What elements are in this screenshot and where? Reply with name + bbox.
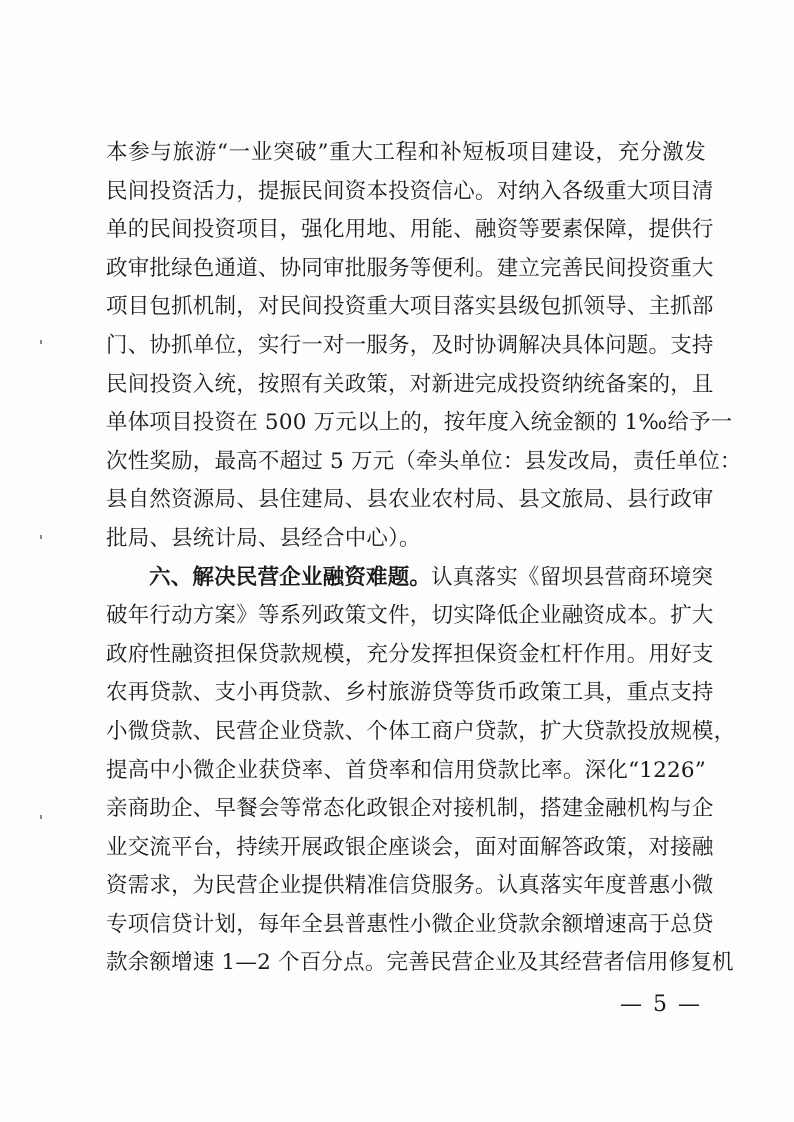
text-line: 门、协抓单位，实行一对一服务，及时协调解决具体问题。支持 (106, 332, 714, 358)
text-line: 项目包抓机制，对民间投资重大项目落实县级包抓领导、主抓部 (106, 294, 714, 320)
text-line: 款余额增速 1—2 个百分点。完善民营企业及其经营者信用修复机 (106, 950, 734, 976)
section-six-first-line-text: 认真落实《留坝县营商环境突 (431, 564, 714, 590)
scan-speck (40, 815, 42, 819)
text-line: 民间投资活力，提振民间资本投资信心。对纳入各级重大项目清 (106, 178, 714, 204)
text-line: 县自然资源局、县住建局、县农业农村局、县文旅局、县行政审 (106, 487, 714, 513)
text-line: 次性奖励，最高不超过 5 万元（牵头单位：县发改局，责任单位： (106, 448, 742, 474)
document-body (106, 134, 742, 983)
text-line: 单的民间投资项目，强化用地、用能、融资等要素保障，提供行 (106, 217, 714, 243)
text-line: 提高中小微企业获贷率、首贷率和信用贷款比率。深化“1226” (106, 757, 706, 783)
section-six-first-line (106, 559, 714, 598)
text-line: 农再贷款、支小再贷款、乡村旅游贷等货币政策工具，重点支持 (106, 680, 714, 706)
text-line: 亲商助企、早餐会等常态化政银企对接机制，搭建金融机构与企 (106, 796, 714, 822)
text-line: 小微贷款、民营企业贷款、个体工商户贷款，扩大贷款投放规模， (106, 718, 736, 744)
page-number: — 5 — (620, 992, 702, 1017)
text-line: 政审批绿色通道、协同审批服务等便利。建立完善民间投资重大 (106, 255, 714, 281)
text-line: 民间投资入统，按照有关政策，对新进完成投资纳统备案的，且 (106, 371, 714, 397)
text-line: 专项信贷计划，每年全县普惠性小微企业贷款余额增速高于总贷 (106, 911, 714, 937)
text-line: 业交流平台，持续开展政银企座谈会，面对面解答政策，对接融 (106, 834, 714, 860)
text-line: 破年行动方案》等系列政策文件，切实降低企业融资成本。扩大 (106, 603, 714, 629)
text-line: 政府性融资担保贷款规模，充分发挥担保资金杠杆作用。用好支 (106, 641, 714, 667)
text-line: 单体项目投资在 500 万元以上的，按年度入统金额的 1‰给予一 (106, 410, 733, 436)
scan-speck (40, 340, 42, 344)
scan-speck (40, 535, 42, 539)
text-line: 本参与旅游“一业突破”重大工程和补短板项目建设，充分激发 (106, 140, 706, 165)
section-heading: 六、解决民营企业融资难题。 (149, 564, 432, 590)
text-line: 资需求，为民营企业提供精准信贷服务。认真落实年度普惠小微 (106, 873, 714, 899)
text-line: 批局、县统计局、县经合中心）。 (106, 525, 421, 551)
